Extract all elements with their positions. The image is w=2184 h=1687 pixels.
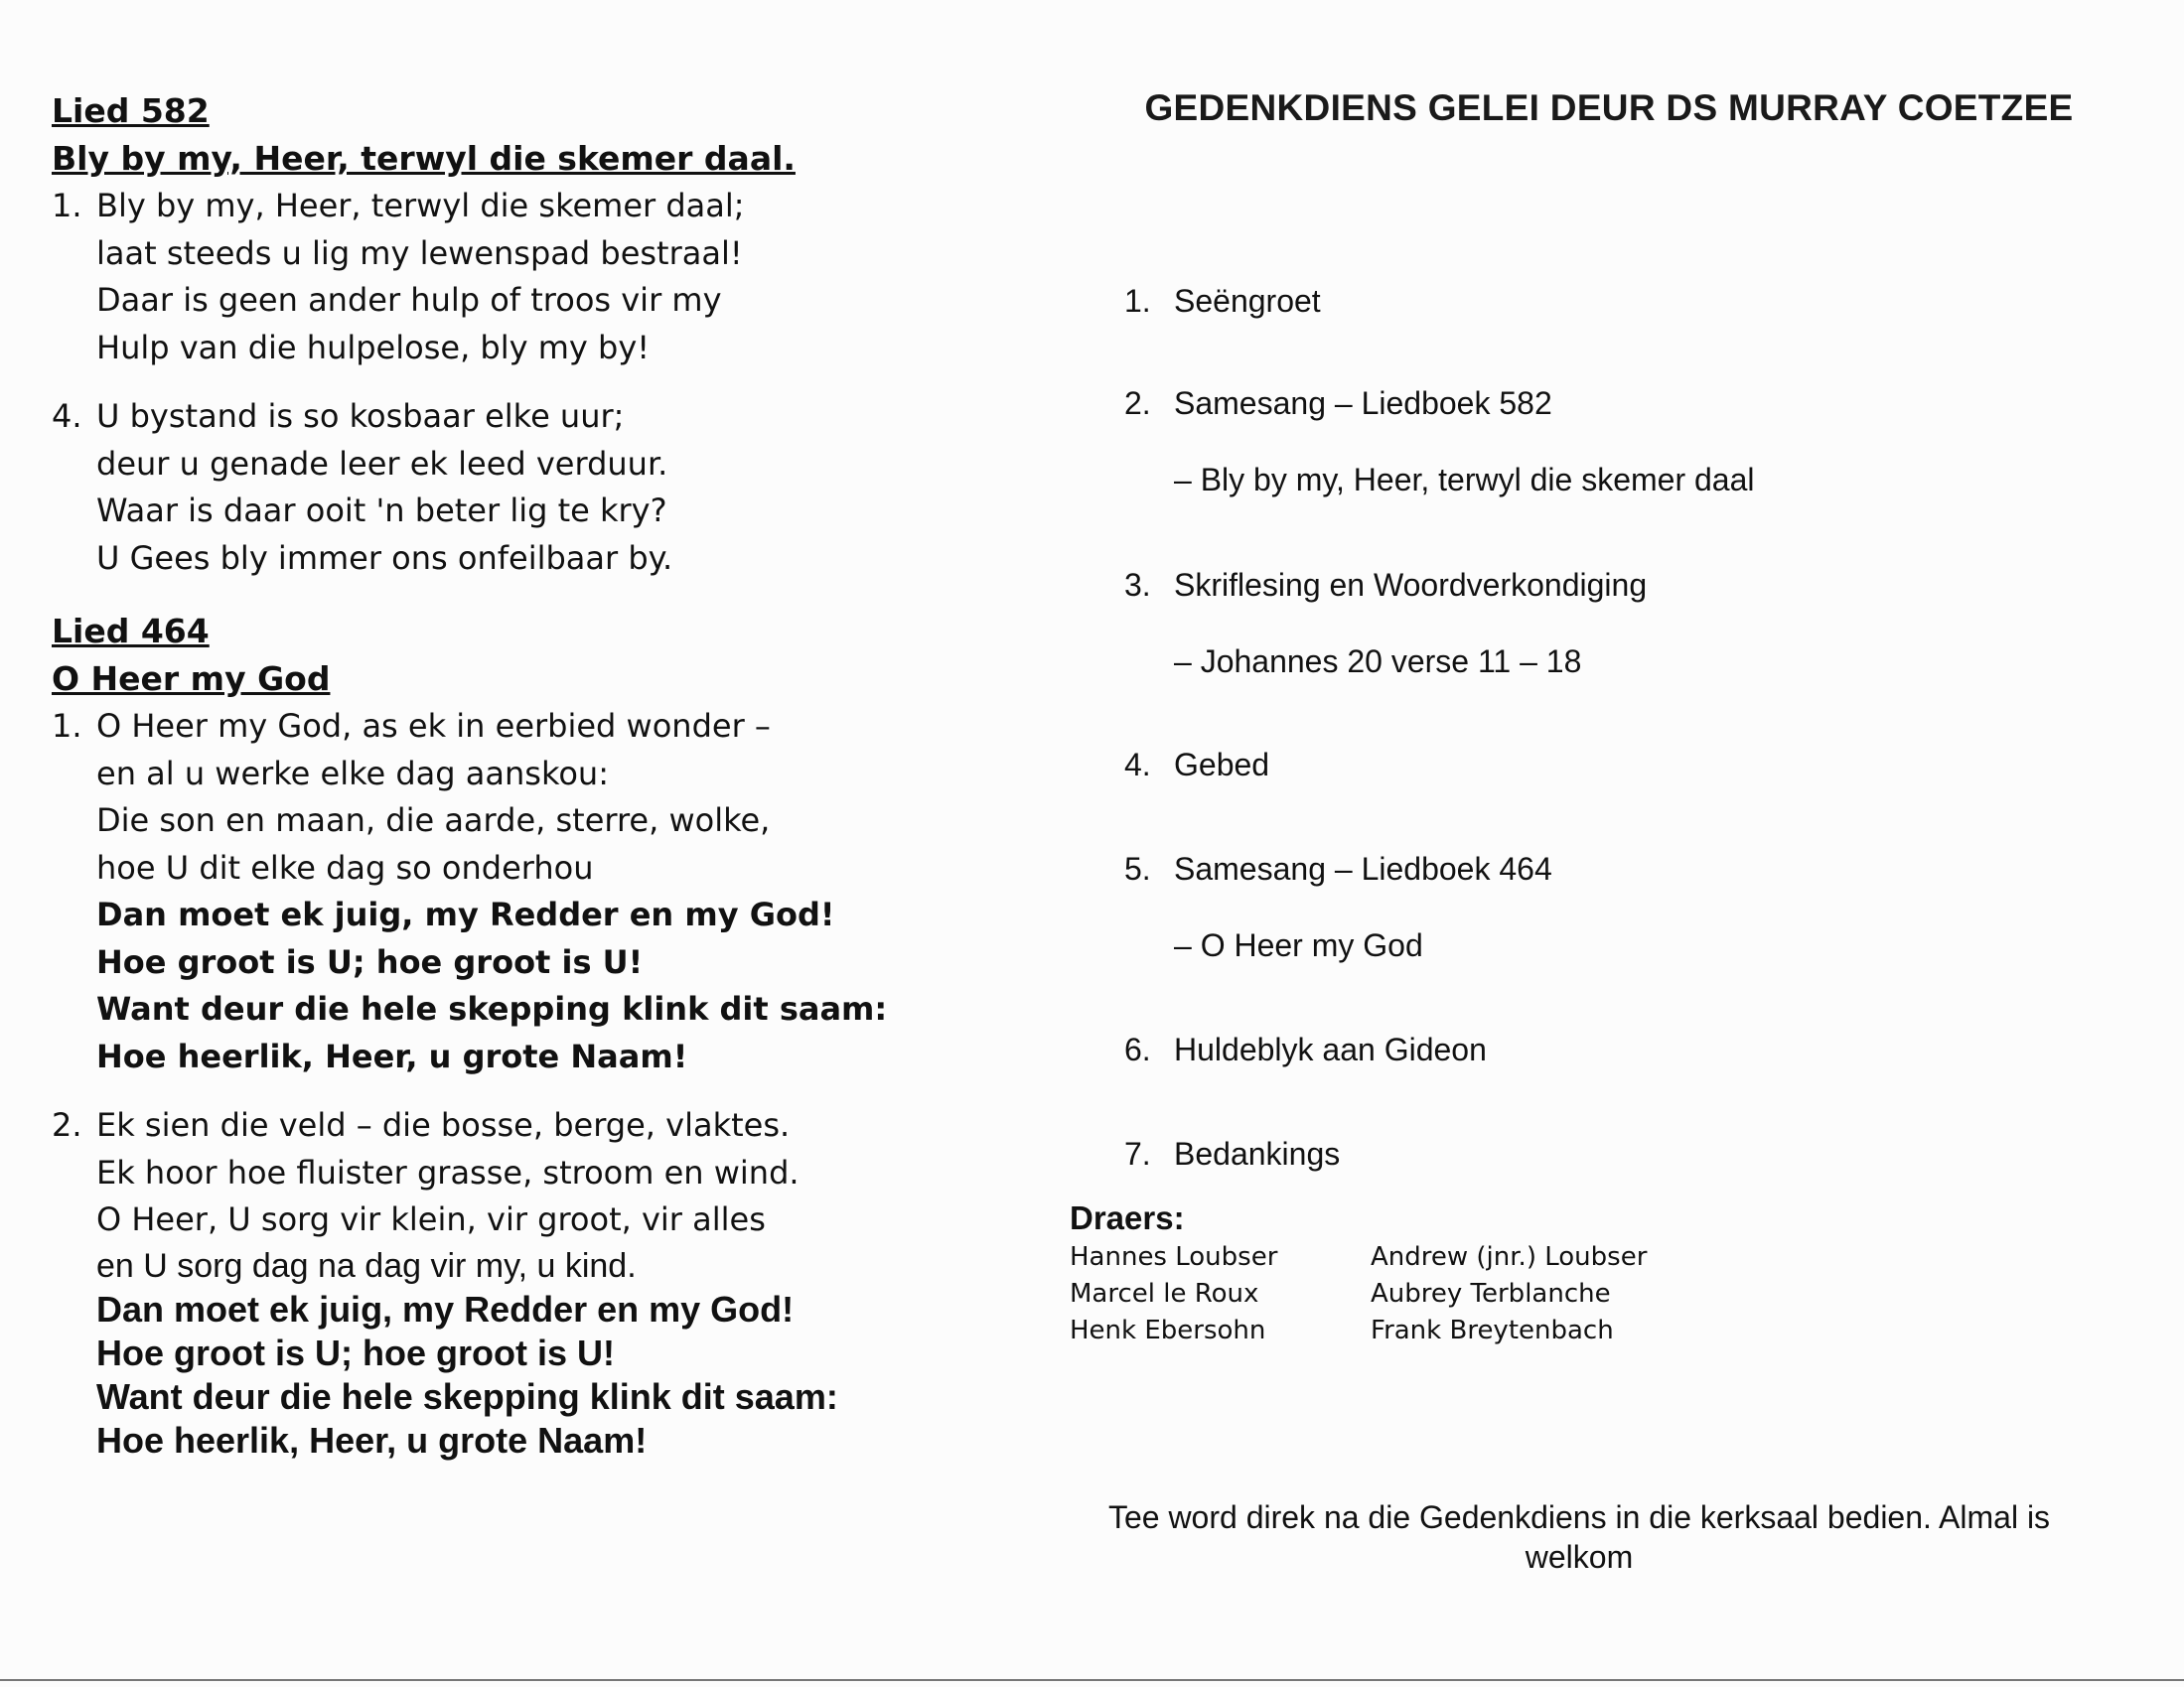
verse-line: O Heer, U sorg vir klein, vir groot, vir alles	[96, 1200, 766, 1238]
page-title: GEDENKDIENS GELEI DEUR DS MURRAY COETZEE	[1144, 87, 2074, 128]
verse-line: Ek hoor hoe fluister grasse, stroom en wind.	[96, 1153, 800, 1192]
chorus-line: Hoe groot is U; hoe groot is U!	[96, 942, 644, 981]
verse-line: laat steeds u lig my lewenspad bestraal!	[96, 233, 743, 272]
programme-column	[1053, 87, 2165, 1575]
chorus-line: Want deur die hele skepping klink dit saam:	[96, 990, 888, 1028]
bearers-list	[1070, 1241, 1669, 1347]
bearer-name: Andrew (jnr.) Loubser	[1371, 1242, 1648, 1272]
page-bottom-edge	[0, 1679, 2184, 1681]
hymns-column	[52, 87, 1045, 1463]
chorus-line: Hoe heerlik, Heer, u grote Naam!	[96, 1419, 648, 1461]
programme-item: 4. Gebed	[1124, 747, 1270, 782]
closing-note: Tee word direk na die Gedenkdiens in die kerksaal bedien. Almal is welkom	[1107, 1499, 2051, 1575]
programme-item: 7. Bedankings	[1124, 1136, 1341, 1172]
bearer-name: Henk Ebersohn	[1070, 1316, 1266, 1345]
verse-line: 4. U bystand is so kosbaar elke uur;	[52, 397, 625, 435]
programme-subitem: – Johannes 20 verse 11 – 18	[1174, 643, 1582, 679]
programme-item: 2. Samesang – Liedboek 582	[1124, 385, 1552, 421]
programme-item: 6. Huldeblyk aan Gideon	[1124, 1032, 1487, 1067]
hymn-464-verse-1	[52, 703, 1045, 1080]
verse-line: 1. O Heer my God, as ek in eerbied wonder –	[52, 707, 771, 745]
hymn-582-verse-1	[52, 183, 1045, 371]
hymn-582-number: Lied 582	[52, 91, 210, 130]
chorus-line: Dan moet ek juig, my Redder en my God!	[96, 896, 835, 933]
verse-line: deur u genade leer ek leed verduur.	[96, 444, 668, 483]
hymn-464-verse-2	[52, 1102, 1045, 1463]
programme-subitem: – Bly by my, Heer, terwyl die skemer daal	[1174, 462, 1755, 497]
chorus-line: Hoe groot is U; hoe groot is U!	[96, 1332, 615, 1373]
verse-line: en U sorg dag na dag vir my, u kind.	[96, 1246, 637, 1285]
verse-line: en al u werke elke dag aanskou:	[96, 754, 609, 792]
programme-item: 1. Seëngroet	[1124, 283, 1321, 319]
verse-line: hoe U dit elke dag so onderhou	[96, 848, 594, 887]
verse-line: Hulp van die hulpelose, bly my by!	[96, 328, 651, 366]
hymn-464-number: Lied 464	[52, 612, 210, 650]
bearer-name: Marcel le Roux	[1070, 1279, 1259, 1309]
hymn-582-verse-4	[52, 393, 1045, 582]
programme-item: 5. Samesang – Liedboek 464	[1124, 851, 1552, 887]
hymn-464-title: O Heer my God	[52, 659, 331, 698]
verse-line: U Gees bly immer ons onfeilbaar by.	[96, 538, 673, 577]
programme-item: 3. Skriflesing en Woordverkondiging	[1124, 567, 1648, 603]
programme-subitem: – O Heer my God	[1174, 927, 1423, 963]
chorus-line: Want deur die hele skepping klink dit saam:	[96, 1375, 838, 1417]
bearers-heading: Draers:	[1070, 1199, 1185, 1236]
chorus-line: Dan moet ek juig, my Redder en my God!	[96, 1288, 795, 1330]
hymn-582-title: Bly by my, Heer, terwyl die skemer daal.	[52, 139, 796, 178]
bearer-name: Hannes Loubser	[1070, 1242, 1278, 1272]
verse-line: 1. Bly by my, Heer, terwyl die skemer daal;	[52, 187, 745, 224]
bearer-name: Aubrey Terblanche	[1371, 1279, 1611, 1309]
verse-line: Daar is geen ander hulp of troos vir my	[96, 281, 722, 319]
verse-line: Waar is daar ooit 'n beter lig te kry?	[96, 492, 667, 529]
verse-line: 2. Ek sien die veld – die bosse, berge, vlaktes.	[52, 1106, 791, 1144]
chorus-line: Hoe heerlik, Heer, u grote Naam!	[96, 1037, 688, 1075]
bearer-name: Frank Breytenbach	[1371, 1316, 1614, 1345]
verse-line: Die son en maan, die aarde, sterre, wolke,	[96, 801, 771, 839]
